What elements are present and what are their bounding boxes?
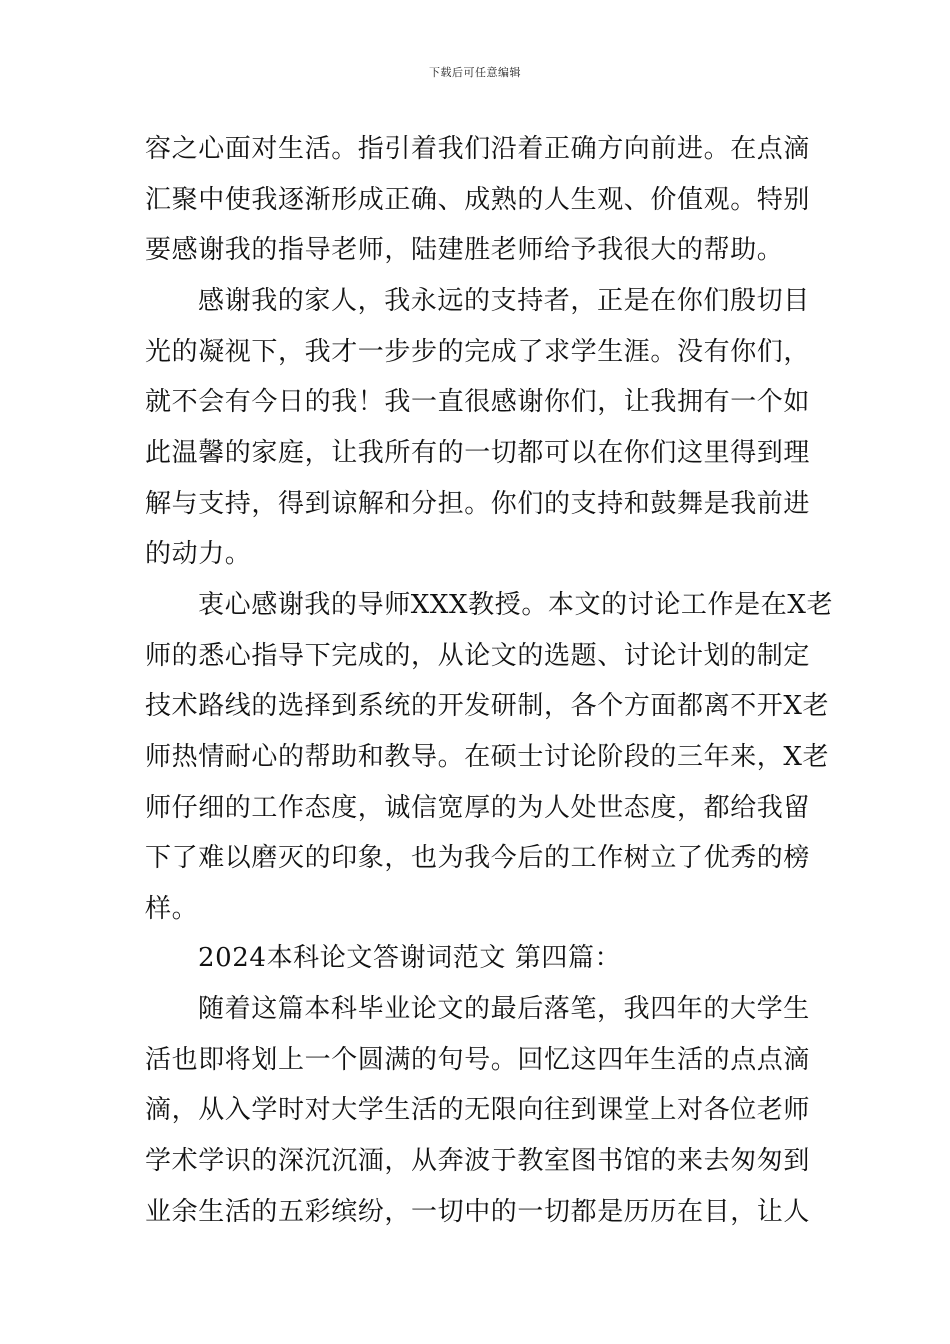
text-line: 样。	[145, 894, 199, 924]
text-line: 要感谢我的指导老师，陆建胜老师给予我很大的帮助。	[145, 235, 784, 265]
text-line: 的动力。	[145, 539, 252, 569]
text-line: 光的凝视下，我才一步步的完成了求学生涯。没有你们，	[145, 337, 811, 367]
text-line: 解与支持，得到谅解和分担。你们的支持和鼓舞是我前进	[145, 489, 811, 519]
text-line: 此温馨的家庭，让我所有的一切都可以在你们这里得到理	[145, 438, 811, 468]
text-line: 学术学识的深沉沉湎，从奔波于教室图书馆的来去匆匆到	[145, 1146, 811, 1176]
text-line: 师的悉心指导下完成的，从论文的选题、讨论计划的制定	[145, 641, 811, 671]
page-header: 下载后可任意编辑	[429, 66, 521, 79]
text-line: 就不会有今日的我！我一直很感谢你们，让我拥有一个如	[145, 387, 811, 417]
text-line: 滴，从入学时对大学生活的无限向往到课堂上对各位老师	[145, 1095, 811, 1125]
text-line: 活也即将划上一个圆满的句号。回忆这四年生活的点点滴	[145, 1045, 811, 1075]
text-line: 师仔细的工作态度，诚信宽厚的为人处世态度，都给我留	[145, 793, 811, 823]
text-line: 汇聚中使我逐渐形成正确、成熟的人生观、价值观。特别	[145, 185, 811, 215]
text-line: 业余生活的五彩缤纷，一切中的一切都是历历在目，让人	[145, 1197, 811, 1227]
text-line: 容之心面对生活。指引着我们沿着正确方向前进。在点滴	[145, 134, 811, 164]
text-line: 下了难以磨灭的印象，也为我今后的工作树立了优秀的榜	[145, 843, 811, 873]
text-line: 师热情耐心的帮助和教导。在硕士讨论阶段的三年来，X老	[145, 742, 830, 772]
paragraph-start-line: 感谢我的家人，我永远的支持者，正是在你们殷切目	[198, 286, 810, 316]
paragraph-start-line: 衷心感谢我的导师XXX教授。本文的讨论工作是在X老	[198, 590, 834, 620]
section-heading: 2024本科论文答谢词范文 第四篇：	[198, 943, 622, 973]
paragraph-start-line: 随着这篇本科毕业论文的最后落笔，我四年的大学生	[198, 994, 810, 1024]
text-line: 技术路线的选择到系统的开发研制，各个方面都离不开X老	[145, 691, 830, 721]
